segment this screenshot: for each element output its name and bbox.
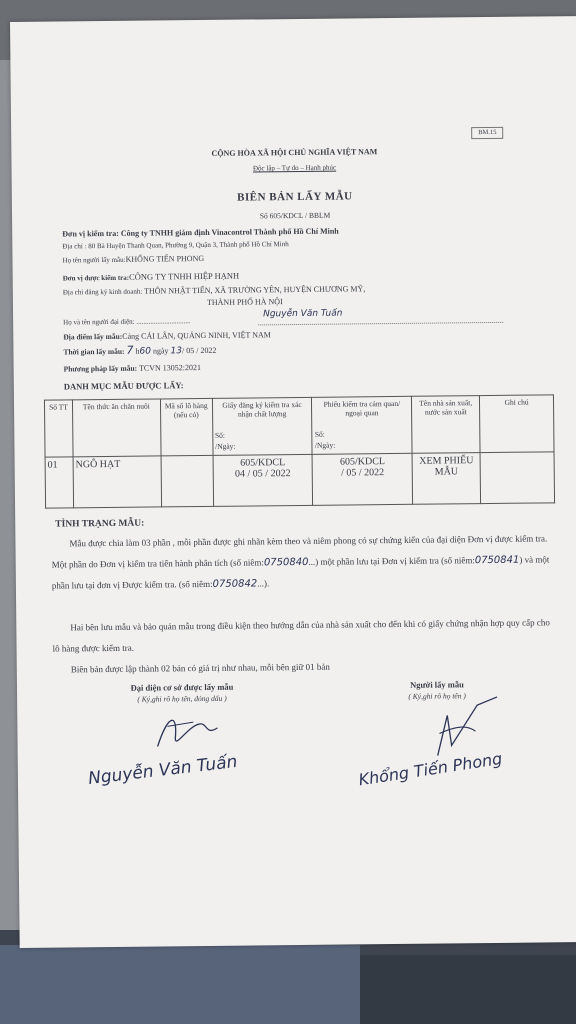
place-line xyxy=(63,329,271,342)
sampler-name: KHỔNG TIẾN PHONG xyxy=(125,253,205,264)
time-line xyxy=(63,344,216,359)
inspected-label: Đơn vị được kiểm tra: xyxy=(62,273,130,283)
status-paragraph-2 xyxy=(52,612,558,659)
left-signature-title: Đại diện cơ sở được lấy mẫu xyxy=(130,681,234,693)
representative-label: Họ và tên người đại diện: xyxy=(63,317,135,327)
document-number: Số 605/KDCL / BBLM xyxy=(259,210,331,221)
time-month-year: / 05 / 2022 xyxy=(181,345,217,356)
header-cert-date: /Ngày: xyxy=(215,441,236,451)
inspector-label: Đơn vị kiểm tra: xyxy=(62,228,119,239)
method-line xyxy=(64,362,201,374)
method-label: Phương pháp lấy mẫu: xyxy=(63,363,138,374)
representative-underline xyxy=(258,322,503,326)
table-row xyxy=(45,452,555,508)
header-stt: Số TT xyxy=(44,400,73,457)
inspected-address-1: THÔN NHẬT TIẾN, XÃ TRƯỜNG YÊN, HUYỆN CHƯƠNG MỸ, xyxy=(144,284,366,296)
method-value: TCVN 13052:2021 xyxy=(138,363,202,373)
header-note: Ghi chú xyxy=(480,395,554,453)
sampler-label: Họ tên người lấy mẫu: xyxy=(62,255,126,265)
inspector-address-line xyxy=(62,239,288,252)
country-header: CỘNG HÒA XÃ HỘI CHỦ NGHĨA VIỆT NAM xyxy=(211,147,378,158)
status-p3: Biên bản được lập thành 02 bản có giá trị như nhau, mỗi bên giữ 01 bản xyxy=(70,661,330,675)
time-hour-unit: h xyxy=(135,346,140,356)
time-day: 13 xyxy=(170,346,183,357)
place-value: Cảng CÁI LÂN, QUẢNG NINH, VIỆT NAM xyxy=(122,330,271,341)
time-day-label: ngày xyxy=(152,346,169,356)
cell-cert-no: 605/KDCL xyxy=(240,457,286,469)
inspected-value: CÔNG TY TNHH HIỆP HẠNH xyxy=(129,270,240,282)
status-p1-c: ) và một phần lưu tại đơn vị Được kiểm tra. (số niêm: xyxy=(51,554,550,591)
seal-number-2: 0750841 xyxy=(474,554,520,567)
status-paragraph-1 xyxy=(51,528,558,596)
status-p1-d: ...). xyxy=(257,578,270,589)
inspector-address: 80 Bà Huyện Thanh Quan, Phường 9, Quận 3, Thành phố Hồ Chí Minh xyxy=(88,240,289,251)
left-signature-note: ( Ký,ghi rõ họ tên, đóng dấu ) xyxy=(137,693,227,704)
list-title: DANH MỤC MẪU ĐƯỢC LẤY: xyxy=(63,380,184,392)
cell-note xyxy=(480,452,554,504)
seal-number-1: 0750840 xyxy=(263,556,309,569)
status-paragraph-3 xyxy=(53,654,559,680)
cell-report xyxy=(312,453,412,505)
time-hour: 7 xyxy=(126,343,134,357)
status-title: TÌNH TRẠNG MẪU: xyxy=(55,518,145,530)
header-report xyxy=(312,396,412,454)
representative-dots: ............................... xyxy=(136,317,191,326)
left-signature-name: Nguyễn Văn Tuấn xyxy=(87,751,239,789)
time-minute: 60 xyxy=(139,346,152,357)
header-report-date: /Ngày: xyxy=(314,440,336,450)
header-report-title: Phiếu kiểm tra cảm quan/ ngoại quan xyxy=(323,398,401,418)
header-name: Tên thức ăn chăn nuôi xyxy=(72,399,160,457)
right-signature-note: ( Ký,ghi rõ họ tên ) xyxy=(408,691,466,701)
left-signature-mark xyxy=(147,706,228,757)
header-cert xyxy=(212,397,312,455)
document-title: BIÊN BẢN LẤY MẪU xyxy=(237,190,353,204)
header-cert-title: Giấy đăng ký kiểm tra xác nhận chất lượng xyxy=(222,399,302,419)
inspector-line xyxy=(62,226,339,240)
right-signature-title: Người lấy mẫu xyxy=(410,679,464,690)
right-signature-name: Khổng Tiến Phong xyxy=(357,748,504,790)
cell-stt: 01 xyxy=(45,457,73,508)
header-cert-no: Số: xyxy=(214,430,226,440)
cell-report-no: 605/KDCL xyxy=(339,456,386,468)
cloth-shadow xyxy=(360,955,576,1024)
cell-maker: XEM PHIẾU MẪU xyxy=(412,453,480,505)
representative-line xyxy=(63,316,191,328)
status-p2: Hai bên lưu mẫu và bảo quản mẫu trong điều kiện theo hướng dẫn của nhà sản xuất cho đến khi có giấy chứng nhận hợp quy cấp cho lô hàng được kiểm tra. xyxy=(52,617,550,654)
place-label: Địa điểm lấy mẫu: xyxy=(63,331,123,342)
representative-handwritten: Nguyễn Văn Tuấn xyxy=(263,308,343,320)
time-label: Thời gian lấy mẫu: xyxy=(63,346,125,357)
cell-lot xyxy=(161,455,213,507)
sampler-line xyxy=(62,253,204,266)
table-header-row xyxy=(44,395,554,457)
inspector-address-label: Địa chỉ : xyxy=(62,242,87,251)
cloth-fold xyxy=(0,945,360,1024)
cell-name: NGÔ HẠT xyxy=(73,456,161,508)
samples-table xyxy=(44,394,555,508)
header-maker: Tên nhà sản xuất, nước sản xuất xyxy=(412,396,480,454)
status-p1-a: Mẫu được chia làm 03 phần , mỗi phần được ghi nhãn kèm theo và niêm phong có sự chứng kiến của đại diện Đơn vị được kiểm tra. Một phần do Đơn vị kiểm tra tiến hành phân tích (số niêm: xyxy=(51,533,548,570)
motto: Độc lập – Tự do – Hạnh phúc xyxy=(252,163,337,173)
inspected-address-2: THÀNH PHỐ HÀ NỘI xyxy=(206,297,283,307)
header-lot: Mã số lô hàng (nếu có) xyxy=(160,398,212,456)
form-code: BM.15 xyxy=(471,127,503,139)
seal-number-3: 0750842 xyxy=(212,578,258,590)
inspected-line xyxy=(63,271,240,285)
status-p1-b: ...) một phần lưu tại Đơn vị kiểm tra (số niêm: xyxy=(308,555,475,567)
inspected-address-label: Địa chỉ đăng ký kinh doanh: xyxy=(62,287,143,297)
header-report-no: Số: xyxy=(314,429,325,439)
cell-report-date: / 05 / 2022 xyxy=(341,467,385,479)
cell-cert-date: 04 / 05 / 2022 xyxy=(234,468,291,480)
inspector-value: Công ty TNHH giám định Vinacontrol Thành phố Hồ Chí Minh xyxy=(120,226,339,238)
cell-cert xyxy=(213,454,313,506)
document-page xyxy=(10,16,576,948)
